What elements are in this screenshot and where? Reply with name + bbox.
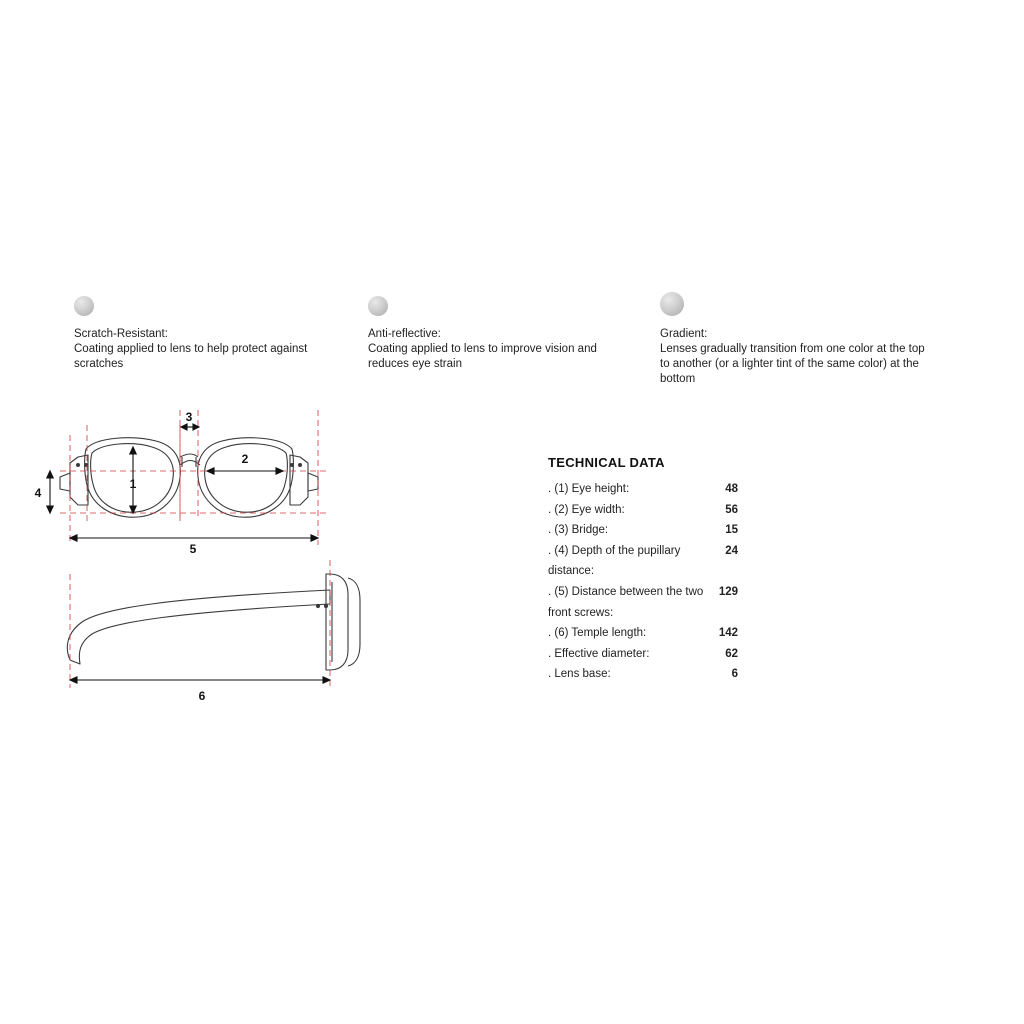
table-row bbox=[548, 582, 738, 623]
dimension-label-6: 6 bbox=[198, 689, 206, 703]
hinge-screws bbox=[76, 463, 302, 467]
table-row bbox=[548, 644, 738, 665]
side-view-diagram bbox=[30, 560, 410, 725]
tech-value: 15 bbox=[725, 524, 738, 537]
feature-description: Lenses gradually transition from one color at the top to another (or a lighter tint of the same color) at the bottom bbox=[660, 343, 925, 385]
tech-label: . (6) Temple length: bbox=[548, 627, 647, 640]
tech-value: 6 bbox=[731, 668, 738, 681]
feature-list bbox=[0, 296, 1024, 396]
feature-item-scratch-resistant bbox=[74, 296, 354, 372]
eyeglasses-temple-outline bbox=[67, 574, 360, 670]
table-row bbox=[548, 541, 738, 582]
tech-value: 48 bbox=[725, 483, 738, 495]
tech-label: . Lens base: bbox=[548, 668, 611, 681]
lens-dot-icon bbox=[660, 292, 684, 316]
tech-label: . (5) Distance between the two front screws: bbox=[548, 585, 704, 619]
dimension-label-4: 4 bbox=[34, 486, 42, 500]
feature-item-anti-reflective bbox=[368, 296, 638, 372]
tech-label: . (4) Depth of the pupillary distance: bbox=[548, 544, 681, 578]
lens-dot-icon bbox=[368, 296, 388, 316]
tech-label: . Effective diameter: bbox=[548, 647, 650, 660]
dimension-guides bbox=[70, 560, 330, 688]
tech-label: . (1) Eye height: bbox=[548, 483, 630, 495]
dimension-label-1: 1 bbox=[129, 477, 137, 491]
dimension-label-2: 2 bbox=[241, 452, 249, 466]
table-row bbox=[548, 623, 738, 644]
front-view-diagram bbox=[30, 405, 410, 570]
feature-description: Coating applied to lens to help protect against scratches bbox=[74, 343, 308, 370]
tech-value: 142 bbox=[718, 627, 738, 640]
feature-title: Anti-reflective: bbox=[368, 328, 441, 340]
dimension-arrows bbox=[70, 677, 330, 683]
tech-label: . (2) Eye width: bbox=[548, 503, 625, 516]
dimension-label-5: 5 bbox=[189, 542, 197, 556]
feature-description: Coating applied to lens to improve vision and reduces eye strain bbox=[368, 343, 597, 370]
table-row bbox=[548, 500, 738, 521]
table-row bbox=[548, 520, 738, 541]
tech-value: 24 bbox=[725, 544, 738, 557]
dimension-label-3: 3 bbox=[185, 410, 193, 424]
dimension-labels bbox=[35, 410, 249, 556]
eyeglasses-front-outline bbox=[60, 438, 318, 517]
tech-value: 129 bbox=[718, 585, 738, 598]
feature-title: Gradient: bbox=[660, 328, 708, 340]
feature-title: Scratch-Resistant: bbox=[74, 328, 168, 340]
lens-dot-icon bbox=[74, 296, 94, 316]
technical-data-panel bbox=[548, 455, 738, 685]
technical-data-title: TECHNICAL DATA bbox=[548, 455, 665, 470]
tech-value: 56 bbox=[725, 503, 738, 516]
table-row bbox=[548, 664, 738, 685]
tech-value: 62 bbox=[725, 647, 738, 660]
table-row bbox=[548, 479, 738, 500]
tech-label: . (3) Bridge: bbox=[548, 524, 609, 537]
feature-item-gradient bbox=[660, 292, 935, 387]
